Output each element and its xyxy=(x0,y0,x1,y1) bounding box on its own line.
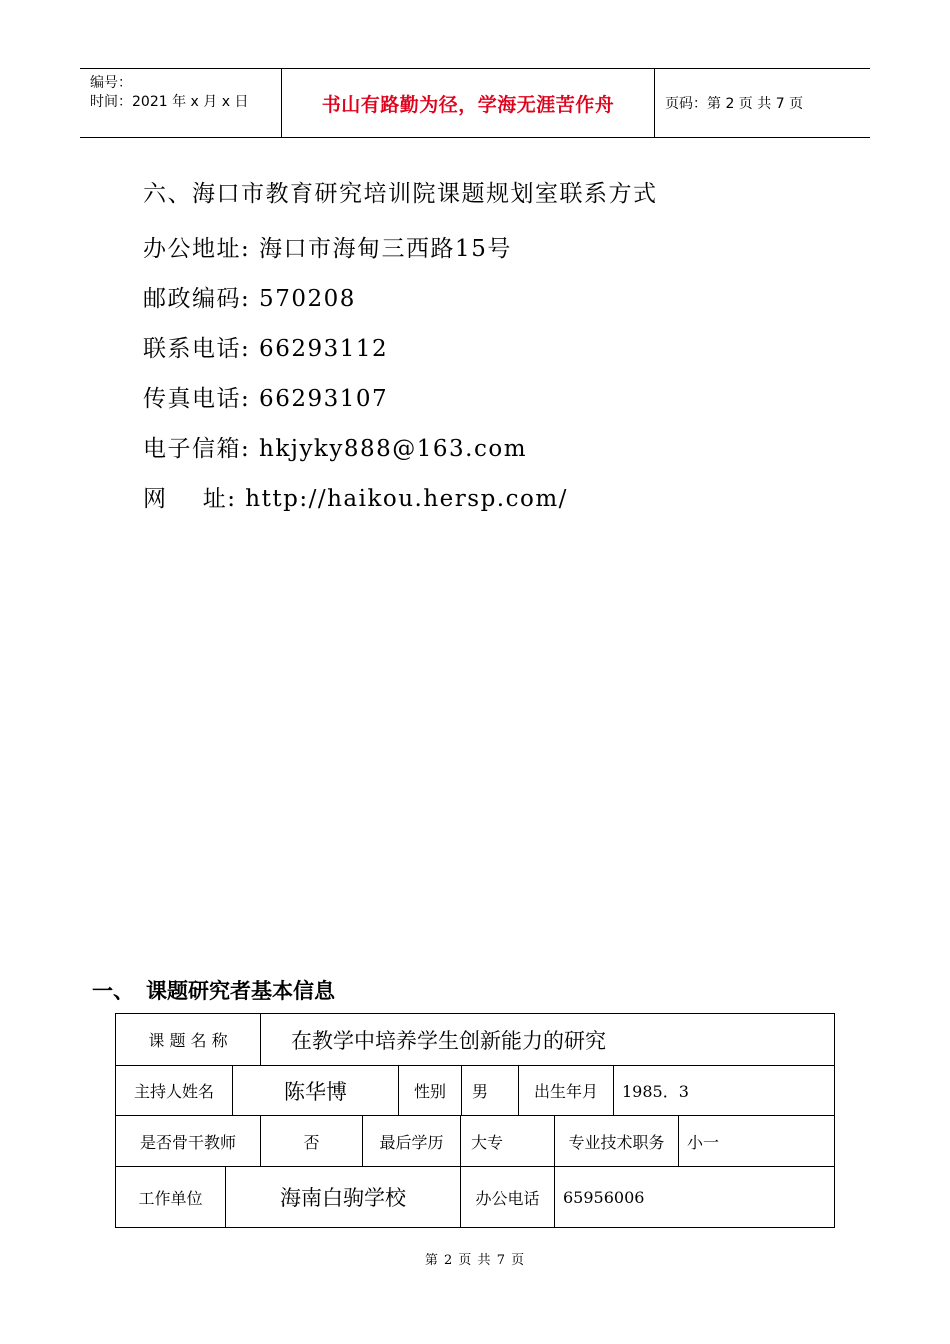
table-cell xyxy=(679,1116,834,1166)
unit-label: 工作单位 xyxy=(138,1188,203,1208)
document-time-label: 时间：2021 年 x 月 x 日 xyxy=(90,94,249,110)
table-cell xyxy=(363,1116,461,1166)
contact-email: 电子信箱: hkjyky888@163.com xyxy=(143,436,528,462)
title-value: 小一 xyxy=(687,1132,720,1152)
education-value: 大专 xyxy=(471,1132,504,1152)
table-cell xyxy=(116,1066,233,1115)
section-number: 一、 xyxy=(92,979,134,1003)
table-cell xyxy=(519,1066,614,1115)
contact-website: 网 址: http://haikou.hersp.com/ xyxy=(143,486,568,512)
table-cell xyxy=(261,1014,834,1065)
contact-heading: 六、海口市教育研究培训院课题规划室联系方式 xyxy=(143,181,658,207)
gender-value: 男 xyxy=(472,1082,489,1101)
key-teacher-value: 否 xyxy=(303,1132,320,1152)
education-label: 最后学历 xyxy=(379,1132,444,1152)
header-page-cell xyxy=(655,69,870,137)
host-value: 陈华博 xyxy=(284,1079,347,1104)
office-phone-value: 65956006 xyxy=(563,1187,645,1207)
table-cell xyxy=(226,1167,461,1227)
host-label: 主持人姓名 xyxy=(133,1082,214,1101)
header-motto: 书山有路勤为径，学海无涯苦作舟 xyxy=(321,93,615,116)
contact-postcode: 邮政编码: 570208 xyxy=(143,286,356,312)
table-cell xyxy=(461,1116,555,1166)
page-header xyxy=(80,68,870,138)
table-row xyxy=(116,1116,834,1167)
topic-label: 课 题 名 称 xyxy=(148,1031,228,1050)
contact-fax: 传真电话: 66293107 xyxy=(143,386,389,412)
table-cell xyxy=(399,1066,462,1115)
header-meta-cell xyxy=(80,69,282,137)
table-cell xyxy=(555,1167,834,1227)
table-cell xyxy=(261,1116,363,1166)
table-cell xyxy=(462,1066,519,1115)
key-teacher-label: 是否骨干教师 xyxy=(139,1132,236,1152)
page-footer: 第 2 页 共 7 页 xyxy=(424,1253,526,1268)
table-cell xyxy=(555,1116,679,1166)
unit-value: 海南白驹学校 xyxy=(280,1186,406,1210)
table-cell xyxy=(614,1066,834,1115)
contact-phone: 联系电话: 66293112 xyxy=(143,336,389,362)
table-row xyxy=(116,1014,834,1066)
birth-value: 1985．3 xyxy=(622,1082,689,1101)
table-cell xyxy=(116,1167,226,1227)
document-number-label: 编号： xyxy=(90,75,132,91)
contact-address: 办公地址: 海口市海甸三西路15号 xyxy=(143,236,512,262)
title-label: 专业技术职务 xyxy=(568,1132,665,1152)
header-motto-cell xyxy=(282,69,655,137)
section-heading xyxy=(92,975,335,1005)
header-page-number: 页码：第 2 页 共 7 页 xyxy=(665,96,804,112)
table-cell xyxy=(116,1116,261,1166)
section-title: 课题研究者基本信息 xyxy=(146,979,335,1003)
table-row xyxy=(116,1167,834,1227)
table-cell xyxy=(233,1066,399,1115)
table-cell xyxy=(116,1014,261,1065)
office-phone-label: 办公电话 xyxy=(475,1188,540,1208)
table-cell xyxy=(461,1167,555,1227)
topic-value: 在教学中培养学生创新能力的研究 xyxy=(291,1028,606,1053)
researcher-info-table xyxy=(115,1013,835,1228)
table-row xyxy=(116,1066,834,1116)
birth-label: 出生年月 xyxy=(533,1082,598,1101)
gender-label: 性别 xyxy=(413,1082,446,1101)
